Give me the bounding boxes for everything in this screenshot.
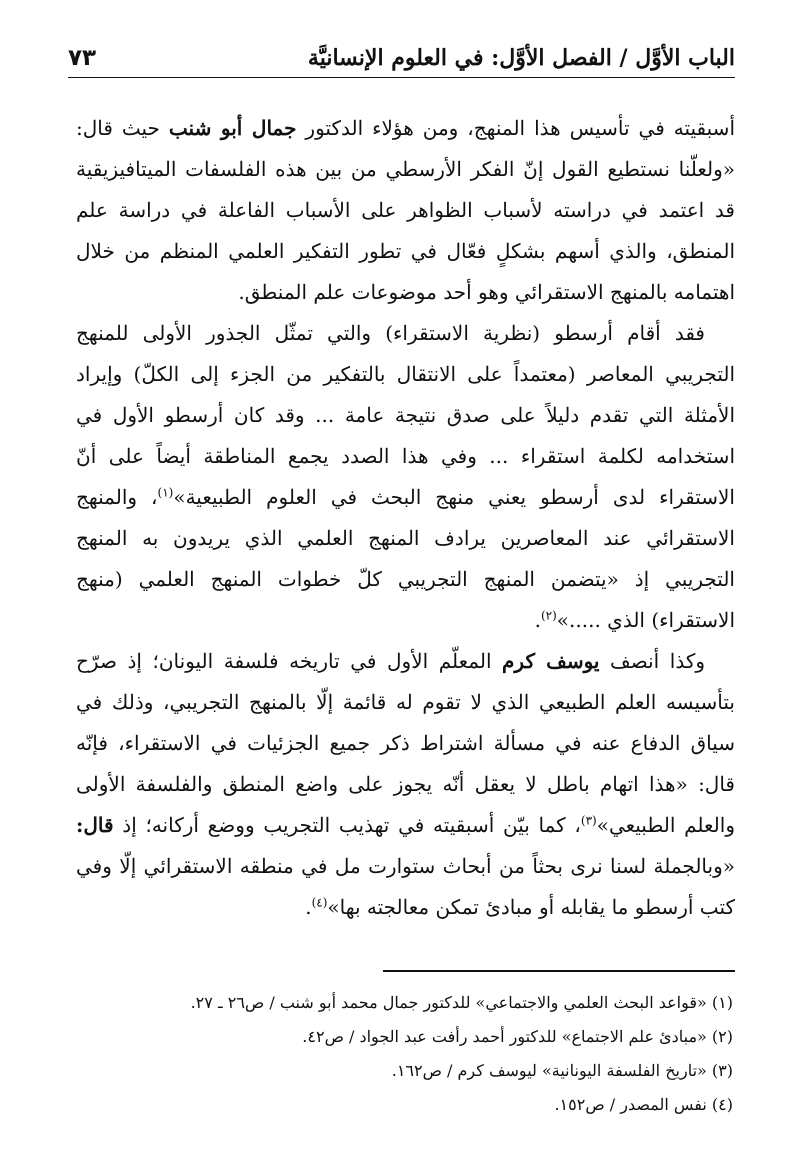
author-name-yusuf-karam: يوسف كرم [502,649,600,673]
paragraph-2: فقد أقام أرسطو (نظرية الاستقراء) والتي تمثّل الجذور الأولى للمنهج التجريبي المعاصر (معتمداً على الانتقال بالتفكير من الجزء إلى الكلّ) وإيراد الأمثلة التي تقدم دليلاً على صدق نتيجة عامة ... وقد كان أرسطو الأول في استخدامه لكلمة استقراء ... وفي هذا الصدد يجمع المناطقة أيضاً على أنّ الاستقراء لدى أرسطو يعني منهج البحث في العلوم الطبيعية»$^{(١)}$، والمنهج الاستقرائي عند المعاصرين يرادف المنهج العلمي الذي يريدون به المنهج التجريبي إذ «يتضمن المنهج التجريبي كلّ خطوات المنهج العلمي (منهج الاستقراء) الذي .....»$^{(٢)}$. [76,321,735,632]
paragraph-1: أسبقيته في تأسيس هذا المنهج، ومن هؤلاء الدكتور جمال أبو شنب حيث قال: «ولعلّنا نستطيع القول إنّ الفكر الأرسطي من بين هذه الفلسفات الميتافيزيقية قد اعتمد في دراسته لأسباب الظواهر على الأسباب الفاعلة في دراسة علم المنطق، والذي أسهم بشكلٍ فعّال في تطور التفكير العلمي المنظم من خلال اهتمامه بالمنهج الاستقرائي وهو أحد موضوعات علم المنطق. [76,116,735,304]
footnote-ref-1: (١) [157,485,174,500]
header-title: الباب الأوَّل / الفصل الأوَّل: في العلوم الإنسانيَّة [307,45,735,71]
footnote-ref-2: (٢) [540,608,557,623]
footnote-2: (٢) «مبادئ علم الاجتماع» للدكتور أحمد رأفت عبد الجواد / ص٤٢. [302,1027,733,1046]
footnote-ref-4: (٤) [311,895,328,910]
paragraph-3: وكذا أنصف يوسف كرم المعلّم الأول في تاريخه فلسفة اليونان؛ إذ صرّح بتأسيسه العلم الطبيعي الذي لا تقوم له قائمة إلّا بالمنهج التجريبي، وذلك في سياق الدفاع عنه في مسألة اشتراط ذكر جميع الجزئيات في الاستقراء، فإنّه قال: «هذا اتهام باطل لا يعقل أنّه يجوز على واضع المنطق والفلسفة الأولى والعلم الطبيعي»$^{(٣)}$، كما بيّن أسبقيته في تهذيب التجريب ووضع أركانه؛ إذ قال: «وبالجملة لسنا نرى بحثاً من أبحاث ستوارت مل في منطقه الاستقرائي إلّا وفي كتب أرسطو ما يقابله أو مبادئ تمكن معالجته بها»$^{(٤)}$. [76,649,735,919]
body-text [76,108,735,928]
author-name-abu-shanab: جمال أبو شنب [168,116,297,140]
footnote-1: (١) «قواعد البحث العلمي والاجتماعي» للدكتور جمال محمد أبو شنب / ص٢٦ ـ ٢٧. [190,993,733,1012]
page-number: ٧٣ [68,45,97,71]
running-header [68,28,735,78]
footnote-3: (٣) «تاريخ الفلسفة اليونانية» ليوسف كرم / ص١٦٢. [391,1061,733,1080]
footnote-4: (٤) نفس المصدر / ص١٥٢. [554,1095,733,1114]
footnote-ref-3: (٣) [580,813,597,828]
footnotes [76,986,733,1122]
footnote-divider [383,970,735,972]
